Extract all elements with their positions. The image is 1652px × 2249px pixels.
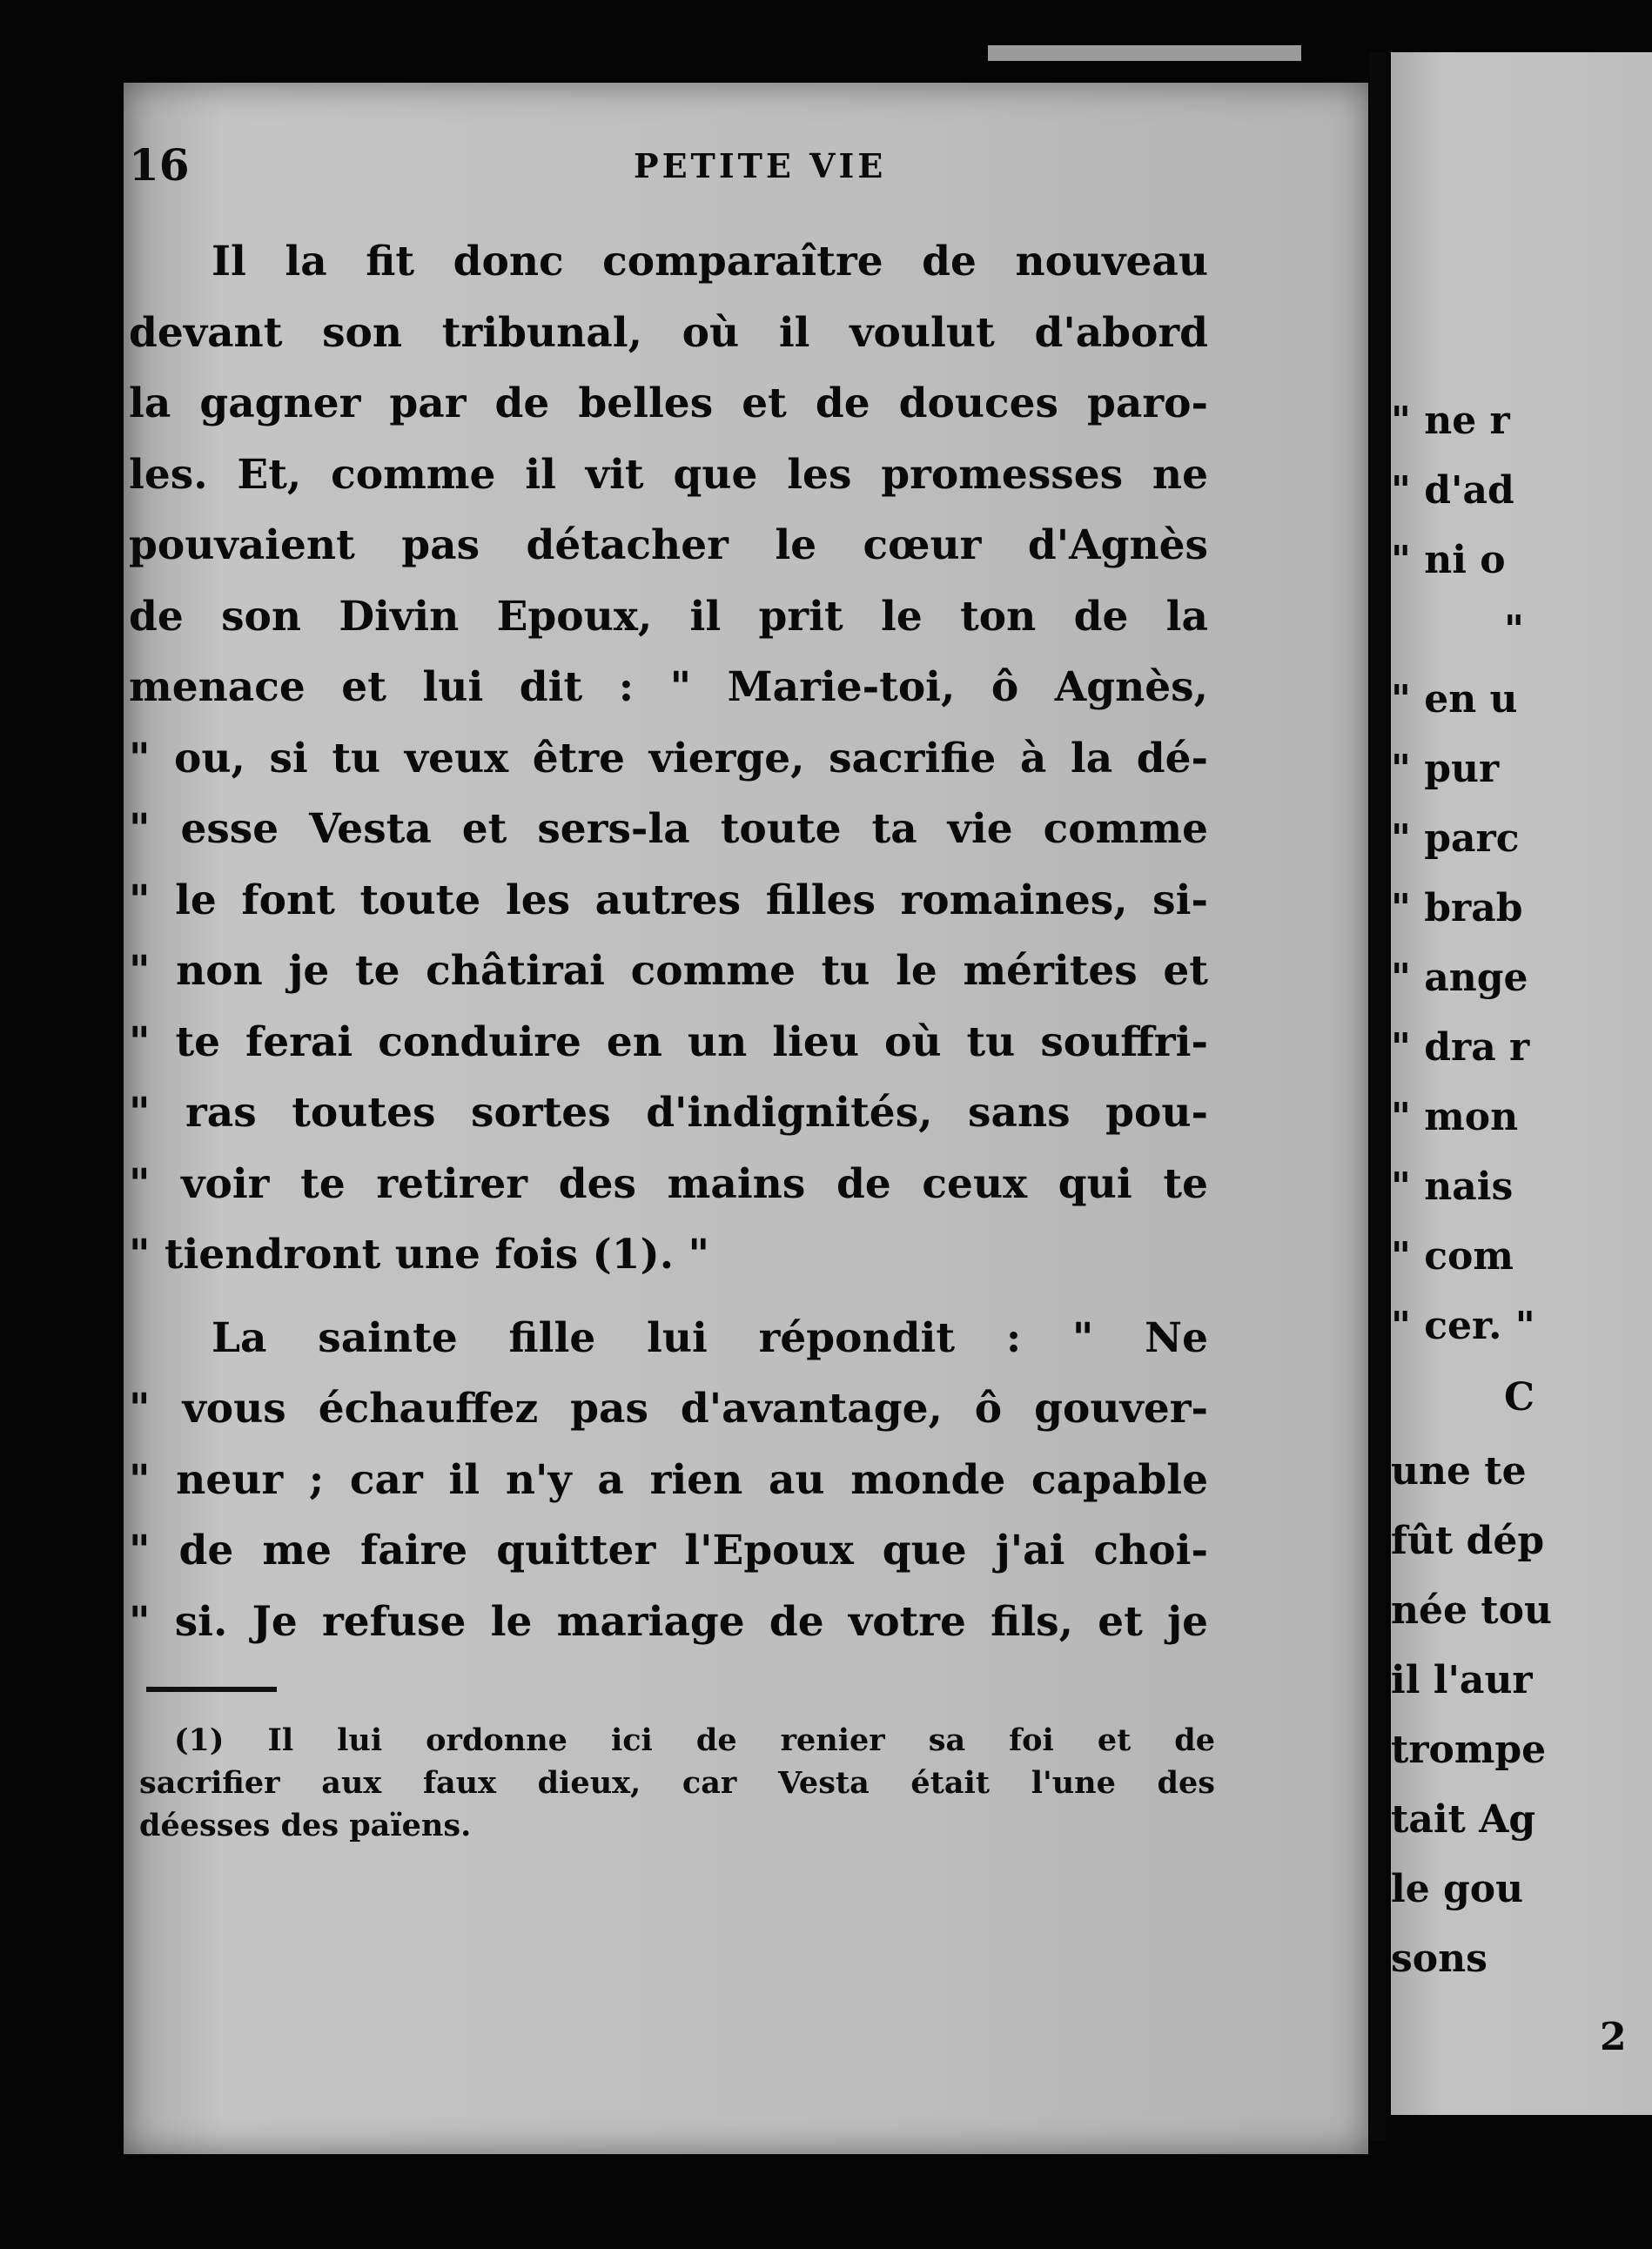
text-line: " si. Je refuse le mariage de votre fils, et je	[129, 1597, 1208, 1646]
right-line: sons	[1391, 1937, 1487, 1981]
text-line: menace et lui dit : " Marie-toi, ô Agnès,	[129, 663, 1208, 711]
right-line: née tou	[1391, 1588, 1552, 1633]
right-line: une te	[1391, 1449, 1527, 1494]
text-line: " ou, si tu veux être vierge, sacrifie à la dé-	[129, 734, 1208, 782]
text-line: " ras toutes sortes d'indignités, sans pou-	[129, 1089, 1208, 1137]
book-gutter	[1370, 52, 1386, 2141]
text-line: " te ferai conduire en un lieu où tu souffri-	[129, 1017, 1208, 1066]
text-line: " tiendront une fois (1). "	[129, 1231, 709, 1279]
book-edge-strip	[988, 45, 1301, 61]
right-line: " cer. "	[1391, 1304, 1535, 1348]
right-line: fût dép	[1391, 1519, 1545, 1563]
text-line: Il la fit donc comparaître de nouveau	[212, 238, 1208, 285]
right-line: il l'aur	[1391, 1658, 1533, 1702]
right-page	[1391, 52, 1652, 2115]
running-title: PETITE VIE	[634, 146, 887, 185]
footnote-line: sacrifier aux faux dieux, car Vesta était l'une des	[139, 1765, 1215, 1801]
right-line: 2	[1600, 2015, 1627, 2059]
right-line: tait Ag	[1391, 1797, 1536, 1842]
text-line: les. Et, comme il vit que les promesses ne	[129, 450, 1208, 499]
text-line: pouvaient pas détacher le cœur d'Agnès	[129, 521, 1208, 569]
footnote	[139, 1719, 1215, 1847]
text-line: devant son tribunal, où il voulut d'abord	[129, 308, 1208, 357]
right-line: " mon	[1391, 1095, 1519, 1139]
text-line: La sainte fille lui répondit : " Ne	[212, 1313, 1208, 1362]
text-line: " non je te châtirai comme tu le mérites et	[129, 947, 1208, 995]
right-line: " pur	[1391, 747, 1500, 791]
right-line: " ange	[1391, 956, 1528, 1000]
right-line: "	[1504, 608, 1524, 652]
page-header	[129, 139, 1208, 209]
text-line: " le font toute les autres filles romaines, si-	[129, 876, 1208, 924]
body-text	[129, 226, 1208, 1657]
right-line: " en u	[1391, 677, 1518, 722]
right-line: " brab	[1391, 886, 1523, 930]
right-line: " ni o	[1391, 538, 1506, 582]
footnote-rule	[146, 1687, 277, 1692]
text-line: " esse Vesta et sers-la toute ta vie comme	[129, 805, 1208, 853]
right-line: C	[1504, 1375, 1535, 1420]
right-line: " parc	[1391, 816, 1520, 861]
text-line: " de me faire quitter l'Epoux que j'ai choi-	[129, 1527, 1208, 1574]
page-number: 16	[129, 139, 190, 191]
text-line: " vous échauffez pas d'avantage, ô gouver-	[129, 1385, 1208, 1433]
footnote-line: (1) Il lui ordonne ici de renier sa foi et de	[174, 1722, 1215, 1758]
text-line: " neur ; car il n'y a rien au monde capable	[129, 1455, 1208, 1504]
right-line: le gou	[1391, 1867, 1524, 1911]
text-line: de son Divin Epoux, il prit le ton de la	[129, 592, 1208, 641]
right-line: " dra r	[1391, 1025, 1530, 1070]
right-line: trompe	[1391, 1728, 1547, 1772]
text-line: " voir te retirer des mains de ceux qui te	[129, 1159, 1208, 1208]
footnote-line: déesses des païens.	[139, 1808, 472, 1843]
right-line: " com	[1391, 1234, 1514, 1279]
right-line: " ne r	[1391, 399, 1510, 443]
right-line: " d'ad	[1391, 468, 1514, 513]
text-line: la gagner par de belles et de douces paro-	[129, 379, 1208, 427]
right-line: " nais	[1391, 1165, 1514, 1209]
